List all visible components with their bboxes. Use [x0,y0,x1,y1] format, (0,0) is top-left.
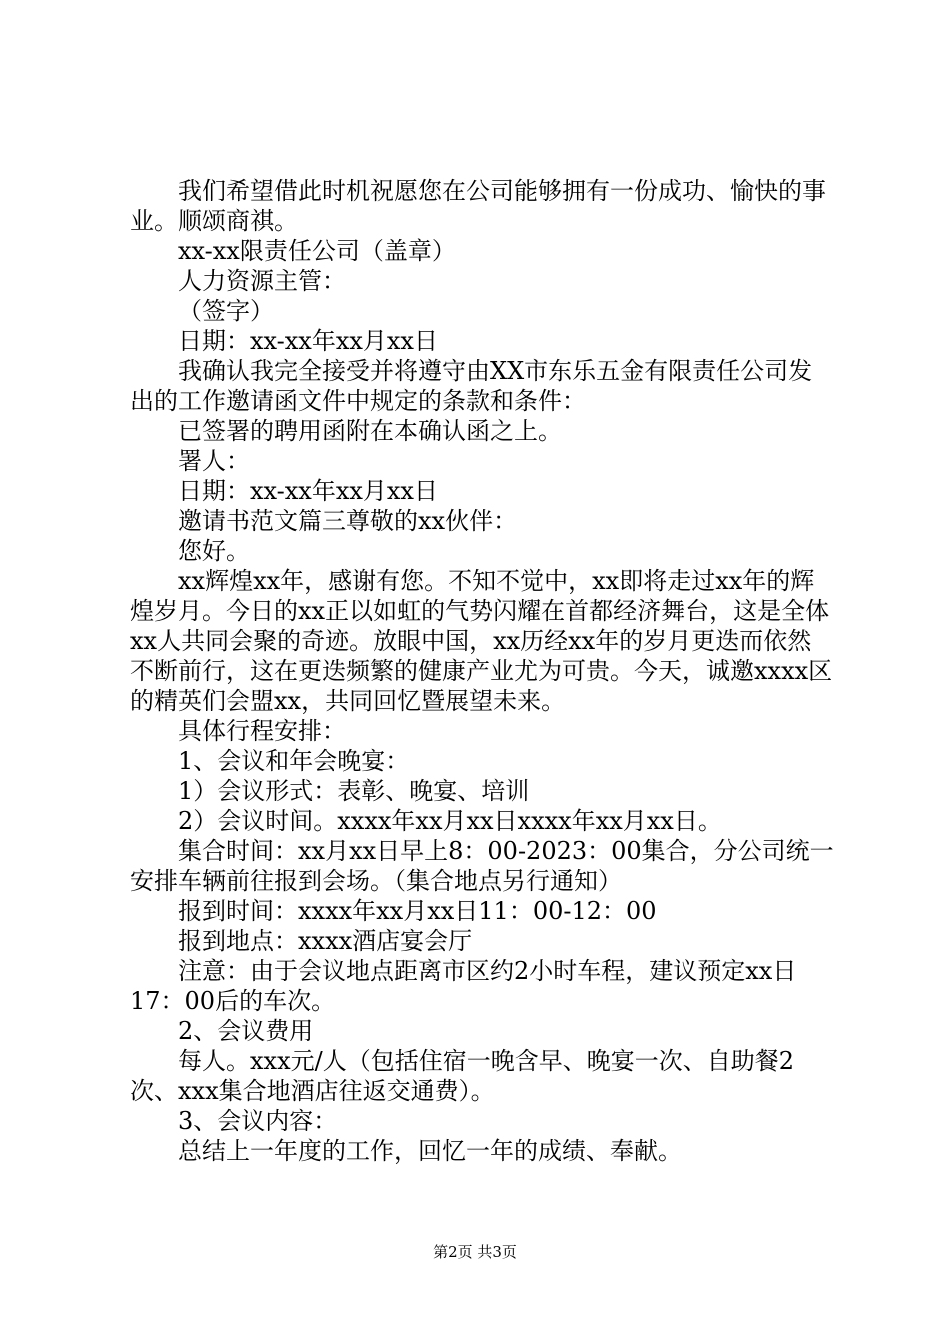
paragraph-greeting: 您好。 [178,537,250,565]
paragraph-fee-detail: 每人。xxx元/人（包括住宿一晚含早、晚宴一次、自助餐2次、xxx集合地酒店往返交通费）。 [130,1047,794,1105]
paragraph-signature: （签字） [178,297,274,325]
paragraph-section-3: 3、会议内容： [178,1107,338,1135]
paragraph-section-1: 1、会议和年会晚宴： [178,747,410,775]
paragraph-content-summary: 总结上一年度的工作，回忆一年的成绩、奉献。 [178,1137,682,1165]
paragraph-date-1: 日期：xx-xx年xx月xx日 [178,327,438,355]
paragraph-schedule-heading: 具体行程安排： [178,717,346,745]
paragraph-hr-manager: 人力资源主管： [178,267,346,295]
paragraph-invitation-heading: 邀请书范文篇三尊敬的xx伙伴： [178,507,518,535]
paragraph-invitation-body: xx辉煌xx年，感谢有您。不知不觉中，xx即将走过xx年的辉煌岁月。今日的xx正以如虹的气势闪耀在首都经济舞台，这是全体xx人共同会聚的奇迹。放眼中国，xx历经xx年的岁月更迭而依然不断前行，这在更迭频繁的健康产业尤为可贵。今天，诚邀xxxx区的精英们会盟xx，共同回忆暨展望未来。 [130,567,833,715]
paragraph-signer: 署人： [178,447,250,475]
paragraph-note: 注意：由于会议地点距离市区约2小时车程，建议预定xx日17：00后的车次。 [130,957,797,1015]
paragraph-checkin-time: 报到时间：xxxx年xx月xx日11：00-12：00 [178,897,657,925]
document-body [130,176,835,1166]
paragraph-meeting-time: 2）会议时间。xxxx年xx月xx日xxxx年xx月xx日。 [178,807,722,835]
paragraph-checkin-location: 报到地点：xxxx酒店宴会厅 [178,927,473,955]
paragraph-meeting-format: 1）会议形式：表彰、晚宴、培训 [178,777,530,805]
paragraph-assembly-time: 集合时间：xx月xx日早上8：00-2023：00集合，分公司统一安排车辆前往报到会场。（集合地点另行通知） [130,837,834,895]
page-number-footer: 第2页 共3页 [433,1243,517,1261]
paragraph-attached-letter: 已签署的聘用函附在本确认函之上。 [178,417,562,445]
paragraph-company-seal: xx-xx限责任公司（盖章） [178,237,456,265]
paragraph-confirmation: 我确认我完全接受并将遵守由XX市东乐五金有限责任公司发出的工作邀请函文件中规定的条款和条件： [130,357,813,415]
paragraph-closing-wishes: 我们希望借此时机祝愿您在公司能够拥有一份成功、愉快的事业。顺颂商祺。 [130,177,826,235]
paragraph-section-2: 2、会议费用 [178,1017,314,1045]
paragraph-date-2: 日期：xx-xx年xx月xx日 [178,477,438,505]
